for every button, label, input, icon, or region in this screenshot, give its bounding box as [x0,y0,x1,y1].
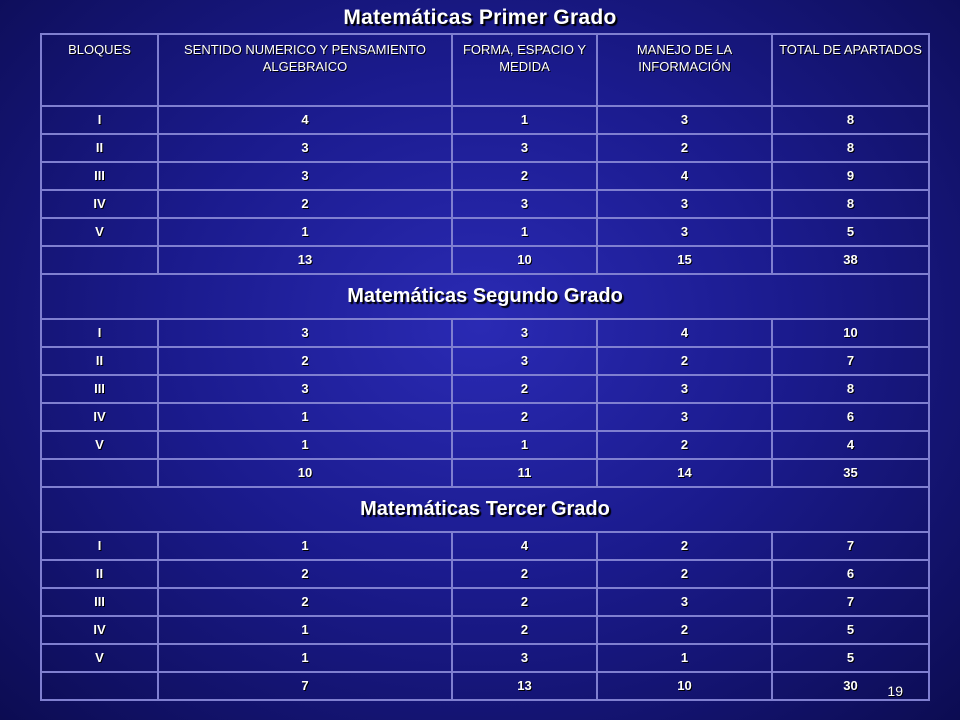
table-cell: 8 [772,106,929,134]
totals-blank-cell [41,459,158,487]
table-cell: 2 [158,190,452,218]
table-cell: 6 [772,560,929,588]
table-cell: 5 [772,616,929,644]
bloque-label: III [41,588,158,616]
total-cell: 38 [772,246,929,274]
total-cell: 10 [597,672,772,700]
table-cell: 2 [597,134,772,162]
bloque-label: II [41,347,158,375]
table-cell: 10 [772,319,929,347]
table-cell: 3 [158,134,452,162]
table-cell: 3 [597,190,772,218]
total-cell: 15 [597,246,772,274]
table-row [41,403,929,431]
table-cell: 4 [158,106,452,134]
table-cell: 2 [597,616,772,644]
table-cell: 7 [772,347,929,375]
table-row [41,560,929,588]
bloque-label: III [41,162,158,190]
bloque-label: II [41,560,158,588]
table-cell: 3 [452,190,597,218]
table-cell: 2 [597,560,772,588]
header-manejo-informacion: MANEJO DE LA INFORMACIÓN [597,34,772,106]
header-bloques: BLOQUES [41,34,158,106]
total-cell: 13 [452,672,597,700]
table-cell: 3 [158,319,452,347]
bloque-label: IV [41,403,158,431]
table-cell: 8 [772,134,929,162]
bloque-label: IV [41,190,158,218]
table-row [41,616,929,644]
table-cell: 1 [452,431,597,459]
table-cell: 3 [597,588,772,616]
section-title-row [41,274,929,319]
total-cell: 14 [597,459,772,487]
table-cell: 1 [158,431,452,459]
table-cell: 3 [597,375,772,403]
page-title: Matemáticas Primer Grado [343,6,617,29]
total-cell: 11 [452,459,597,487]
table-cell: 2 [158,588,452,616]
table-cell: 2 [452,560,597,588]
table-row [41,431,929,459]
table-cell: 7 [772,588,929,616]
table-row [41,190,929,218]
table-cell: 2 [597,532,772,560]
table-cell: 4 [772,431,929,459]
section-title: Matemáticas Tercer Grado [41,487,929,532]
table-cell: 6 [772,403,929,431]
table-cell: 3 [452,644,597,672]
totals-row [41,246,929,274]
header-sentido-numerico: SENTIDO NUMERICO Y PENSAMIENTO ALGEBRAICO [158,34,452,106]
bloque-label: I [41,319,158,347]
table-row [41,162,929,190]
table-cell: 2 [452,375,597,403]
curriculum-table [40,33,930,701]
table-row [41,218,929,246]
table-cell: 9 [772,162,929,190]
header-total-apartados: TOTAL DE APARTADOS [772,34,929,106]
table-cell: 7 [772,532,929,560]
bloque-label: II [41,134,158,162]
table-cell: 2 [452,616,597,644]
total-cell: 35 [772,459,929,487]
table-row [41,134,929,162]
table-cell: 1 [158,403,452,431]
table-cell: 8 [772,375,929,403]
total-cell: 30 [772,672,929,700]
table-cell: 3 [452,319,597,347]
table-row [41,644,929,672]
totals-row [41,459,929,487]
table-cell: 1 [597,644,772,672]
table-cell: 3 [597,218,772,246]
bloque-label: I [41,106,158,134]
table-cell: 2 [597,347,772,375]
page-number: 19 [887,683,903,699]
section-title: Matemáticas Segundo Grado [41,274,929,319]
table-cell: 3 [158,375,452,403]
table-row [41,106,929,134]
table-cell: 3 [597,106,772,134]
header-forma-espacio: FORMA, ESPACIO Y MEDIDA [452,34,597,106]
table-cell: 2 [158,347,452,375]
bloque-label: V [41,431,158,459]
table-row [41,375,929,403]
totals-blank-cell [41,246,158,274]
total-cell: 7 [158,672,452,700]
table-cell: 2 [597,431,772,459]
header-row [41,34,929,106]
totals-row [41,672,929,700]
table-cell: 3 [452,347,597,375]
table-cell: 5 [772,644,929,672]
bloque-label: V [41,218,158,246]
table-cell: 4 [597,319,772,347]
table-cell: 1 [158,532,452,560]
table-cell: 3 [158,162,452,190]
table-cell: 2 [158,560,452,588]
table-cell: 1 [158,218,452,246]
bloque-label: I [41,532,158,560]
table-cell: 3 [452,134,597,162]
table-row [41,588,929,616]
total-cell: 10 [452,246,597,274]
bloque-label: V [41,644,158,672]
table-cell: 2 [452,588,597,616]
table-cell: 4 [597,162,772,190]
table-cell: 3 [597,403,772,431]
section-title-row [41,487,929,532]
total-cell: 13 [158,246,452,274]
table-cell: 5 [772,218,929,246]
totals-blank-cell [41,672,158,700]
table-cell: 1 [452,218,597,246]
bloque-label: III [41,375,158,403]
table-cell: 2 [452,162,597,190]
table-row [41,347,929,375]
total-cell: 10 [158,459,452,487]
table-cell: 8 [772,190,929,218]
table-cell: 4 [452,532,597,560]
table-cell: 1 [158,644,452,672]
table-row [41,532,929,560]
table-row [41,319,929,347]
table-cell: 1 [158,616,452,644]
bloque-label: IV [41,616,158,644]
table-cell: 2 [452,403,597,431]
table-cell: 1 [452,106,597,134]
